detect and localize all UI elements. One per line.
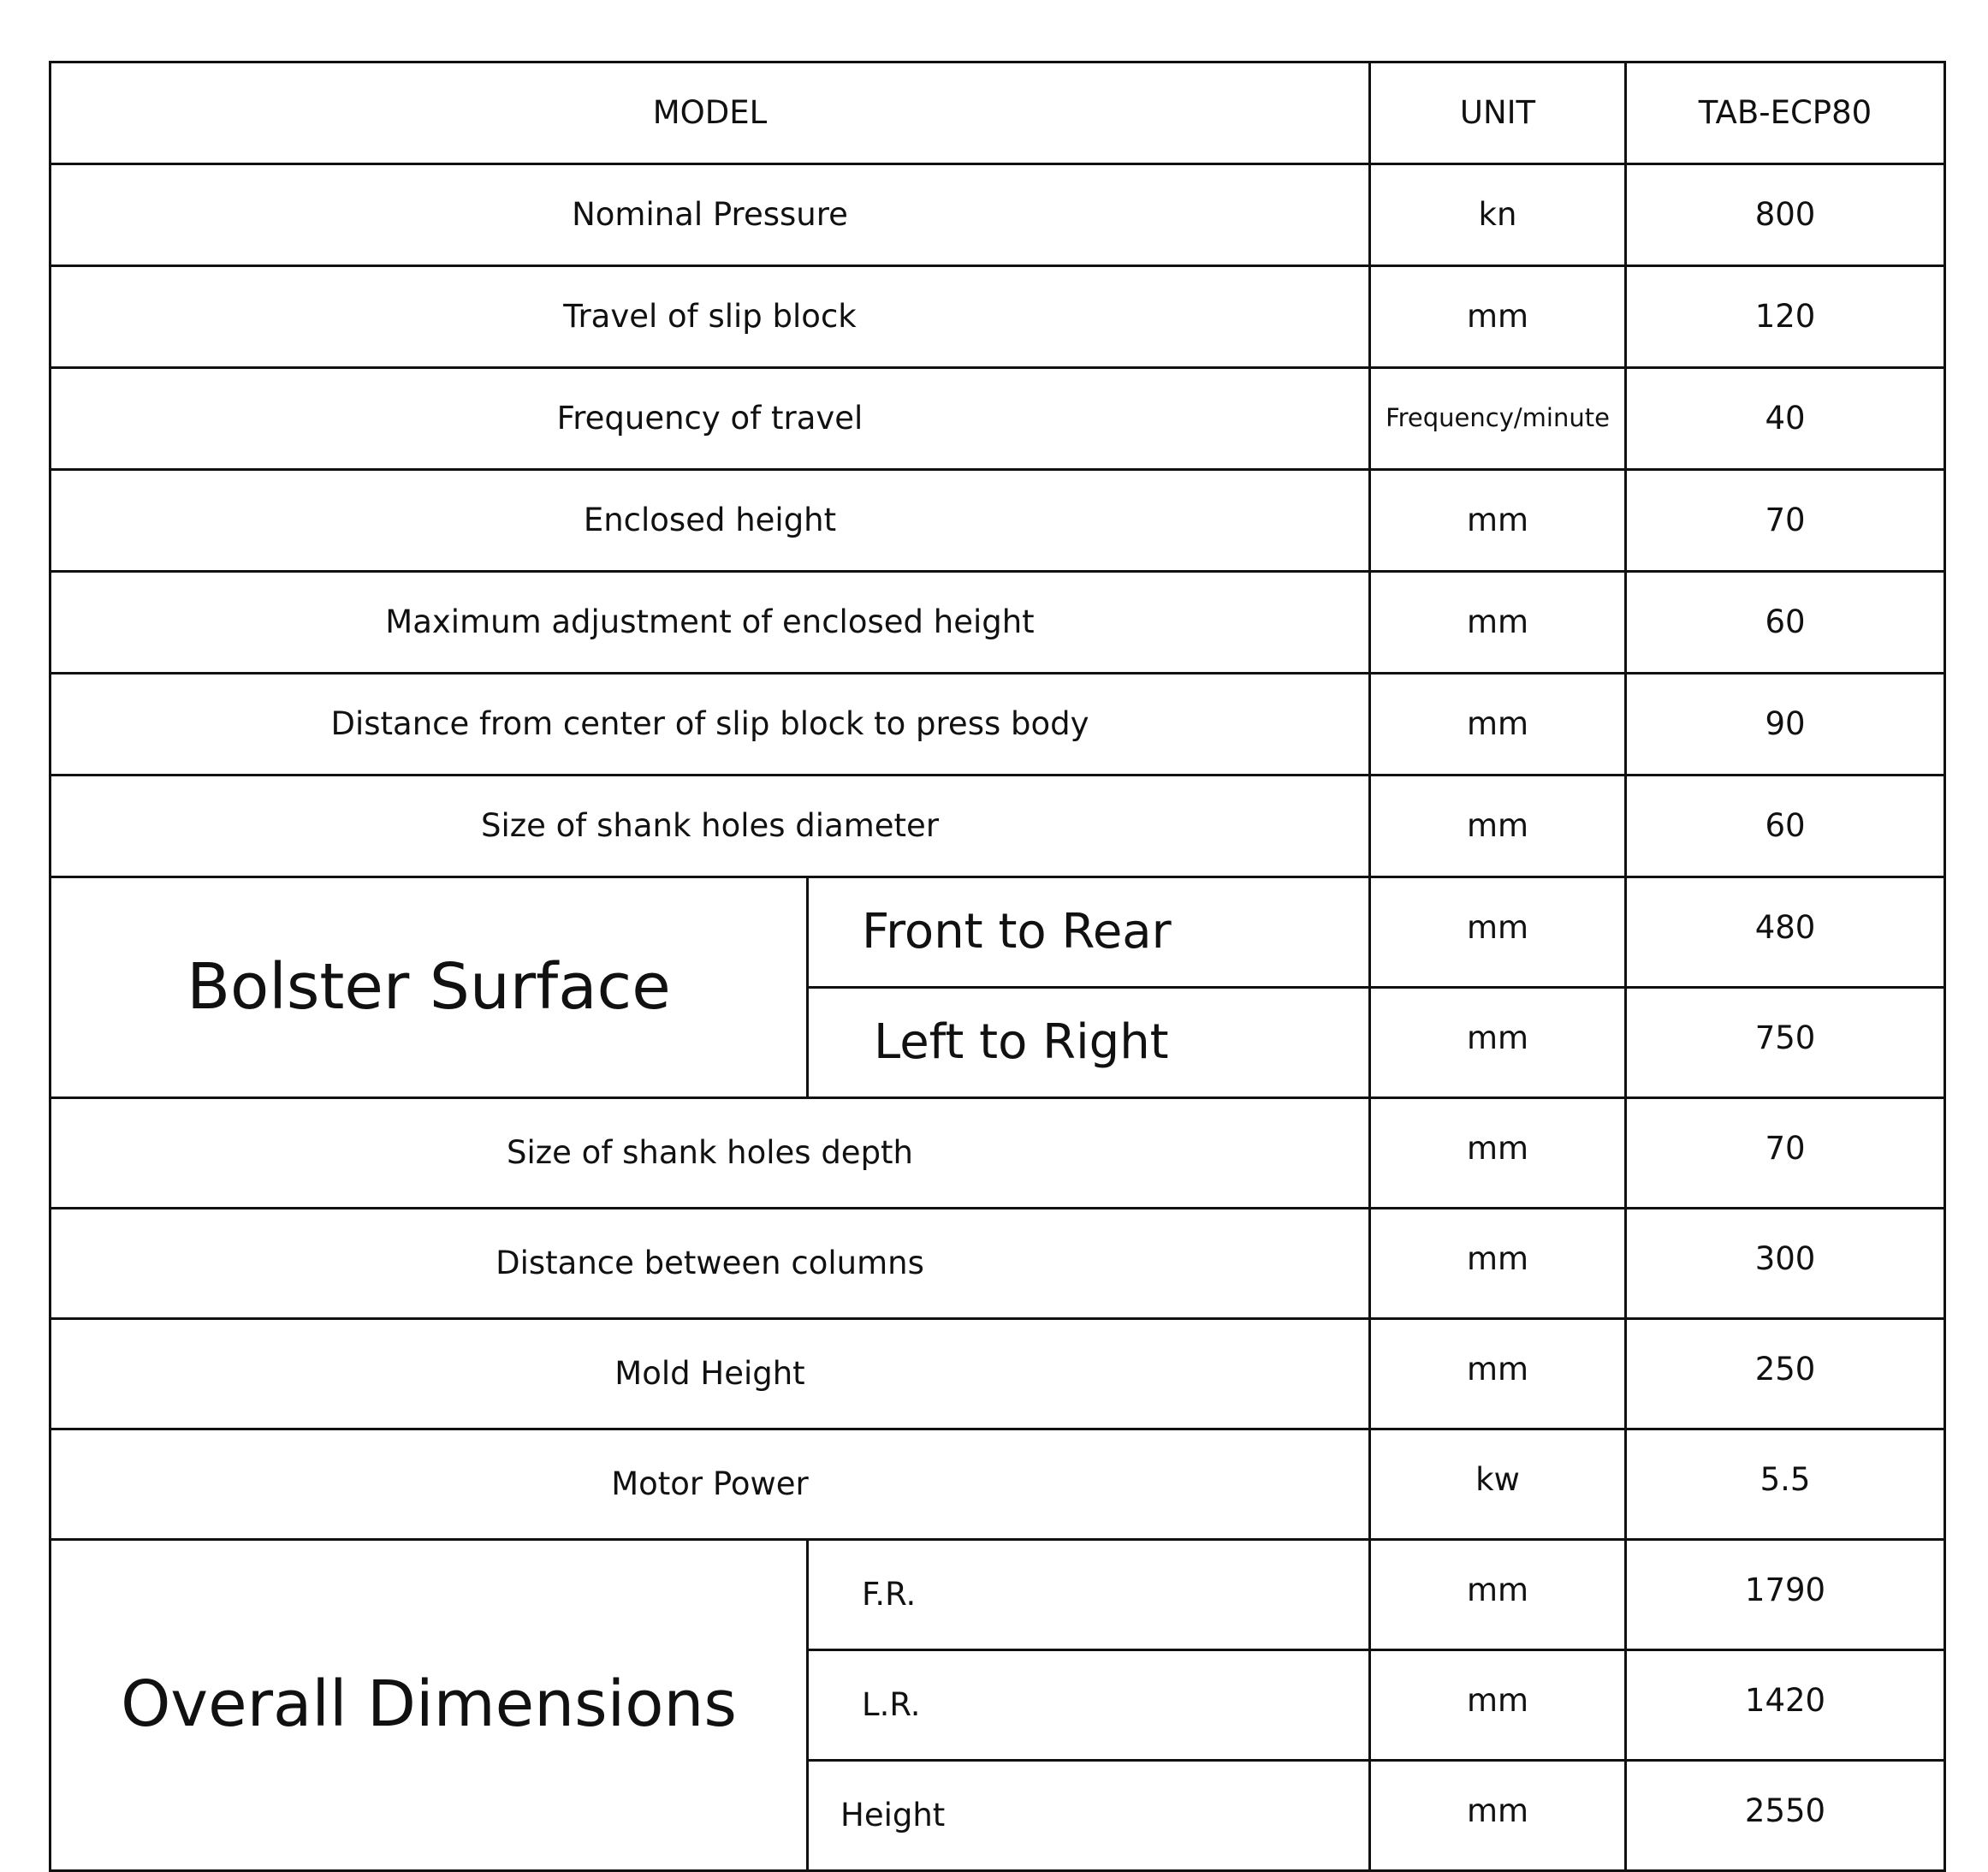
row-unit: Frequency/minute [1370, 368, 1626, 470]
row-label: Frequency of travel [50, 368, 1370, 470]
row-label: Size of shank holes depth [50, 1098, 1370, 1209]
row-value: 60 [1626, 572, 1945, 674]
row-label: Enclosed height [50, 470, 1370, 572]
row-label: Motor Power [50, 1429, 1370, 1540]
table-row [50, 266, 1945, 368]
row-unit: mm [1370, 1650, 1626, 1761]
bolster-surface-label: Bolster Surface [50, 877, 808, 1098]
sub-row-label: Front to Rear [808, 877, 1370, 988]
row-label: Maximum adjustment of enclosed height [50, 572, 1370, 674]
row-unit: mm [1370, 470, 1626, 572]
table-row [50, 470, 1945, 572]
row-label: Nominal Pressure [50, 164, 1370, 266]
row-unit: kw [1370, 1429, 1626, 1540]
row-value: 1790 [1626, 1540, 1945, 1650]
table-row [50, 1540, 1945, 1650]
table-row [50, 572, 1945, 674]
header-row [50, 62, 1945, 164]
row-unit: mm [1370, 1761, 1626, 1871]
header-unit: UNIT [1370, 62, 1626, 164]
row-value: 300 [1626, 1209, 1945, 1319]
row-label: Distance from center of slip block to press body [50, 674, 1370, 776]
overall-dimensions-label: Overall Dimensions [50, 1540, 808, 1871]
row-unit: mm [1370, 266, 1626, 368]
row-value: 90 [1626, 674, 1945, 776]
row-unit: mm [1370, 1319, 1626, 1429]
table-row [50, 776, 1945, 877]
row-value: 40 [1626, 368, 1945, 470]
row-unit: mm [1370, 1098, 1626, 1209]
row-unit: mm [1370, 674, 1626, 776]
row-value: 800 [1626, 164, 1945, 266]
row-unit: mm [1370, 1209, 1626, 1319]
row-value: 2550 [1626, 1761, 1945, 1871]
row-label: Distance between columns [50, 1209, 1370, 1319]
row-value: 250 [1626, 1319, 1945, 1429]
row-value: 480 [1626, 877, 1945, 988]
row-value: 1420 [1626, 1650, 1945, 1761]
table-row [50, 1098, 1945, 1209]
sub-row-label: F.R. [808, 1540, 1370, 1650]
header-model-value: TAB-ECP80 [1626, 62, 1945, 164]
row-value: 120 [1626, 266, 1945, 368]
row-value: 70 [1626, 470, 1945, 572]
sub-row-label: Left to Right [808, 988, 1370, 1098]
row-unit: mm [1370, 988, 1626, 1098]
row-value: 60 [1626, 776, 1945, 877]
table-row [50, 1429, 1945, 1540]
spec-table [49, 61, 1946, 1872]
row-unit: mm [1370, 1540, 1626, 1650]
row-unit: mm [1370, 877, 1626, 988]
table-row [50, 368, 1945, 470]
header-model: MODEL [50, 62, 1370, 164]
table-row [50, 164, 1945, 266]
row-label: Mold Height [50, 1319, 1370, 1429]
table-row [50, 1209, 1945, 1319]
row-label: Size of shank holes diameter [50, 776, 1370, 877]
table-row [50, 674, 1945, 776]
row-unit: kn [1370, 164, 1626, 266]
row-label: Travel of slip block [50, 266, 1370, 368]
row-value: 5.5 [1626, 1429, 1945, 1540]
table-row [50, 877, 1945, 988]
row-value: 750 [1626, 988, 1945, 1098]
row-unit: mm [1370, 776, 1626, 877]
table-row [50, 1319, 1945, 1429]
row-value: 70 [1626, 1098, 1945, 1209]
row-unit: mm [1370, 572, 1626, 674]
sub-row-label: L.R. [808, 1650, 1370, 1761]
sub-row-label: Height [808, 1761, 1370, 1871]
